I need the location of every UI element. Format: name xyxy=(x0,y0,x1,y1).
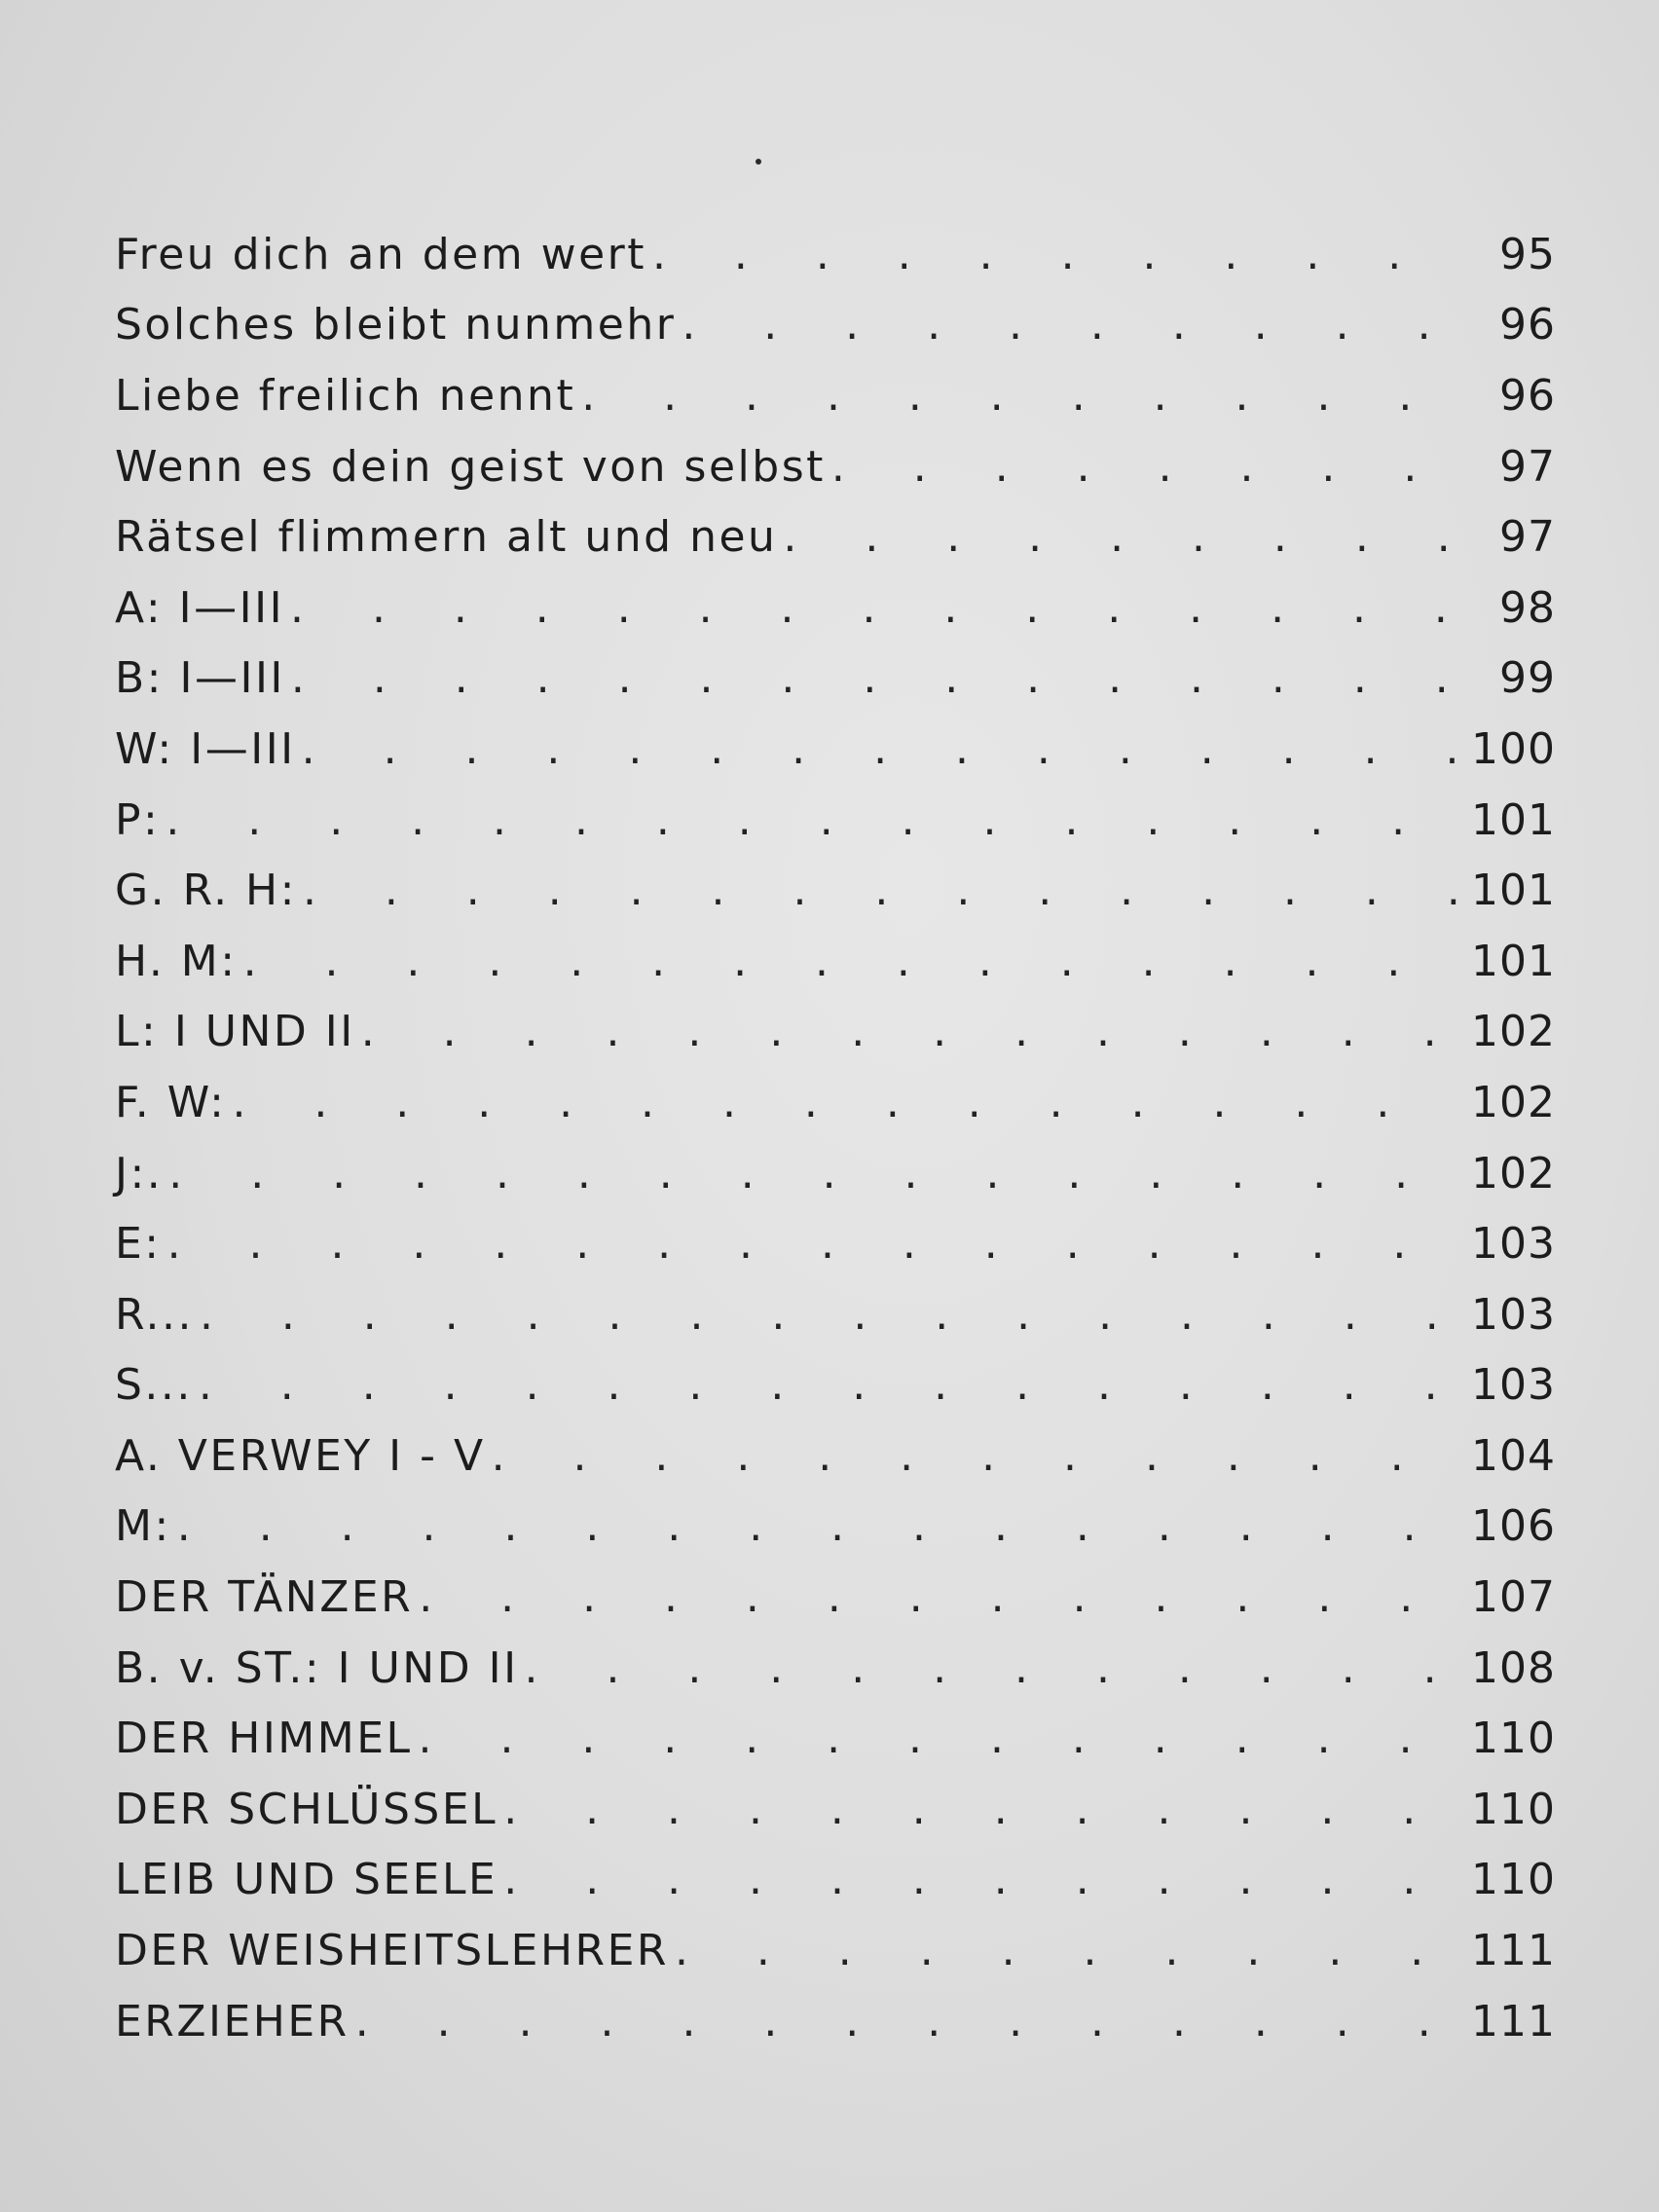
toc-entry-page: 110 xyxy=(1471,1784,1556,1834)
toc-entry xyxy=(115,1492,1556,1563)
toc-entry-title: Solches bleibt nunmehr xyxy=(115,300,677,350)
toc-entry-page: 100 xyxy=(1471,723,1556,774)
toc-entry-page: 107 xyxy=(1471,1572,1556,1623)
toc-leader-dots xyxy=(285,653,1458,703)
toc-entry xyxy=(115,1067,1556,1138)
toc-entry xyxy=(115,926,1556,997)
toc-leader-dots xyxy=(193,1360,1458,1410)
toc-leader-dots xyxy=(575,371,1458,421)
toc-entry-page: 108 xyxy=(1471,1642,1556,1693)
toc-leader-dots xyxy=(646,230,1458,279)
toc-entry-title: S... xyxy=(115,1360,193,1411)
toc-entry-page: 110 xyxy=(1471,1855,1556,1905)
toc-leader-dots xyxy=(486,1431,1458,1481)
toc-entry-title: Wenn es dein geist von selbst xyxy=(115,441,826,492)
toc-entry-page: 96 xyxy=(1499,370,1556,421)
toc-entry xyxy=(115,1774,1556,1845)
toc-entry-title: B: I—III xyxy=(115,653,285,704)
toc-entry xyxy=(115,501,1556,572)
toc-entry-page: 102 xyxy=(1471,1148,1556,1198)
toc-entry-title: DER WEISHEITSLEHRER xyxy=(115,1926,669,1976)
toc-entry-page: 103 xyxy=(1471,1219,1556,1270)
toc-entry-page: 111 xyxy=(1471,1996,1556,2046)
toc-entry-page: 99 xyxy=(1499,653,1556,704)
toc-entry-page: 103 xyxy=(1471,1289,1556,1340)
toc-leader-dots xyxy=(826,442,1458,492)
toc-leader-dots xyxy=(284,583,1458,633)
toc-entry xyxy=(115,1350,1556,1421)
toc-entry-title: DER HIMMEL xyxy=(115,1714,413,1764)
toc-entry xyxy=(115,1633,1556,1704)
toc-entry-page: 102 xyxy=(1471,1007,1556,1057)
toc-entry-page: 104 xyxy=(1471,1430,1556,1481)
toc-entry-title: H. M: xyxy=(115,936,238,986)
toc-entry-title: A: I—III xyxy=(115,582,285,633)
toc-entry xyxy=(115,1562,1556,1633)
toc-entry-title: L: I UND II xyxy=(115,1007,355,1057)
toc-entry-title: M: xyxy=(115,1501,171,1552)
toc-entry-title: A. VERWEY I - V xyxy=(115,1430,486,1481)
toc-entry-title: B. v. ST.: I UND II xyxy=(115,1642,519,1693)
toc-leader-dots xyxy=(676,300,1458,350)
toc-entry xyxy=(115,785,1556,856)
toc-leader-dots xyxy=(171,1501,1458,1551)
toc-entry xyxy=(115,1845,1556,1916)
toc-entry-page: 101 xyxy=(1471,866,1556,916)
toc-entry-title: G. R. H: xyxy=(115,866,297,916)
toc-leader-dots xyxy=(296,724,1458,774)
toc-entry xyxy=(115,714,1556,785)
toc-entry-title: P: xyxy=(115,794,161,845)
toc-entry-page: 95 xyxy=(1499,229,1556,279)
toc-leader-dots xyxy=(160,795,1458,845)
toc-entry-page: 101 xyxy=(1471,936,1556,986)
toc-entry-page: 102 xyxy=(1471,1077,1556,1127)
toc-entry-page: 98 xyxy=(1499,582,1556,633)
toc-entry-title: R... xyxy=(115,1289,194,1340)
toc-entry xyxy=(115,1703,1556,1774)
toc-entry-title: DER SCHLÜSSEL xyxy=(115,1784,498,1834)
toc-entry xyxy=(115,290,1556,361)
toc-entry-page: 97 xyxy=(1499,441,1556,492)
toc-entry-title: E: xyxy=(115,1219,162,1270)
toc-entry xyxy=(115,572,1556,644)
toc-entry xyxy=(115,1138,1556,1209)
toc-entry-page: 101 xyxy=(1471,794,1556,845)
toc-entry-page: 111 xyxy=(1471,1926,1556,1976)
toc-entry xyxy=(115,644,1556,715)
toc-entry xyxy=(115,219,1556,290)
toc-entry xyxy=(115,1279,1556,1350)
toc-entry-title: Liebe freilich nennt xyxy=(115,370,576,421)
toc-entry-page: 106 xyxy=(1471,1501,1556,1552)
toc-leader-dots xyxy=(226,1078,1458,1127)
toc-entry-title: J:. xyxy=(115,1148,164,1198)
toc-entry xyxy=(115,431,1556,502)
toc-entry-title: Rätsel flimmern alt und neu xyxy=(115,512,778,563)
toc-leader-dots xyxy=(355,1007,1458,1056)
toc-leader-dots xyxy=(194,1290,1458,1340)
toc-entry-title: LEIB UND SEELE xyxy=(115,1855,498,1905)
toc-leader-dots xyxy=(413,1572,1458,1622)
toc-entry xyxy=(115,1420,1556,1492)
toc-leader-dots xyxy=(777,512,1458,562)
toc-entry-page: 103 xyxy=(1471,1360,1556,1411)
table-of-contents xyxy=(115,219,1556,2056)
toc-entry xyxy=(115,997,1556,1068)
toc-leader-dots xyxy=(498,1855,1458,1904)
toc-leader-dots xyxy=(350,1997,1458,2046)
toc-entry-title: DER TÄNZER xyxy=(115,1572,414,1623)
toc-entry-page: 96 xyxy=(1499,300,1556,350)
toc-leader-dots xyxy=(413,1714,1458,1763)
toc-leader-dots xyxy=(297,866,1458,915)
toc-entry-title: F. W: xyxy=(115,1077,227,1127)
toc-leader-dots xyxy=(519,1643,1458,1693)
toc-entry xyxy=(115,855,1556,926)
toc-entry xyxy=(115,1915,1556,1986)
toc-leader-dots xyxy=(498,1785,1458,1834)
ink-speck xyxy=(756,159,761,165)
toc-entry-page: 97 xyxy=(1499,512,1556,563)
toc-leader-dots xyxy=(162,1219,1458,1269)
toc-entry-title: W: I—III xyxy=(115,723,296,774)
toc-leader-dots xyxy=(163,1149,1458,1198)
toc-entry xyxy=(115,1208,1556,1279)
toc-entry-title: Freu dich an dem wert xyxy=(115,229,646,279)
toc-entry xyxy=(115,360,1556,431)
toc-leader-dots xyxy=(238,937,1458,986)
toc-entry-page: 110 xyxy=(1471,1714,1556,1764)
toc-leader-dots xyxy=(669,1926,1458,1975)
toc-entry xyxy=(115,1986,1556,2057)
toc-entry-title: ERZIEHER xyxy=(115,1996,350,2046)
